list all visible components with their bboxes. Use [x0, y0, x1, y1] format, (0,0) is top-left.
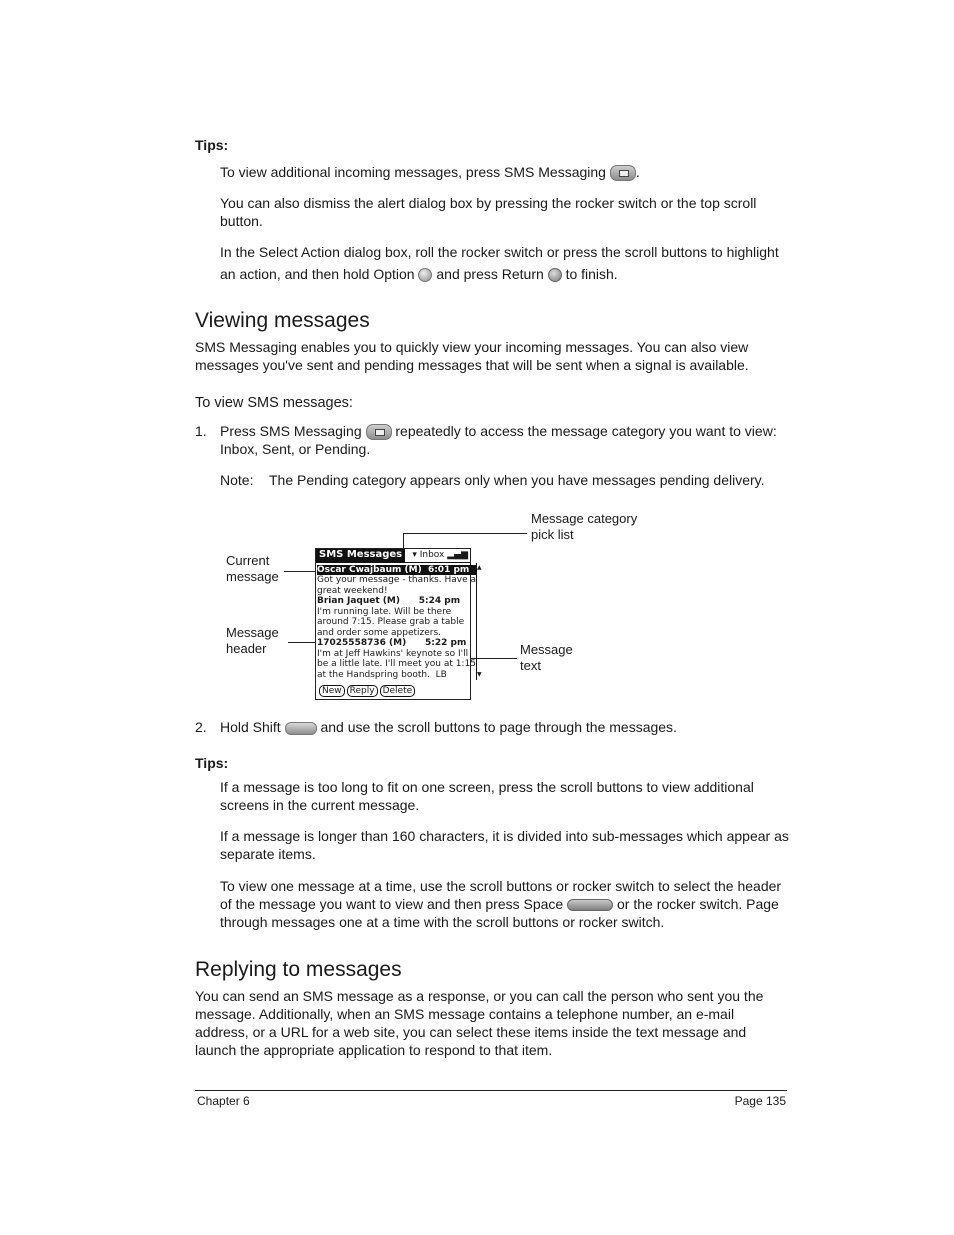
screen-button-bar [319, 685, 417, 697]
tip-paragraph: You can also dismiss the alert dialog box by pressing the rocker switch or the top scroll button. [220, 195, 757, 229]
section-heading: Viewing messages [195, 309, 370, 332]
option-button-icon [418, 268, 432, 282]
shift-button-icon [285, 722, 317, 735]
scroll-down-icon[interactable]: ▼ [476, 670, 482, 678]
scroll-up-icon[interactable]: ▲ [476, 563, 482, 571]
section-body: You can send an SMS message as a response, or you can call the person who sent you the message. Additionally, when an SMS message contains a telephone number, an e-mail address, or a URL for a web site, you can select these items inside the text message and launch the appropriate application to respond to that item. [195, 988, 764, 1058]
tip-text: or the rocker switch. Page [617, 896, 779, 912]
delete-button[interactable]: Delete [380, 685, 416, 697]
tip-text-end: . [635, 164, 640, 180]
callout-message-header: Message header [226, 625, 279, 656]
tips-heading: Tips: [195, 137, 229, 153]
leader-line [284, 571, 318, 572]
procedure-heading: To view SMS messages: [195, 395, 353, 411]
note-label: Note: [220, 472, 254, 488]
footer-chapter: Chapter 6 [197, 1094, 250, 1108]
leader-line [403, 533, 527, 534]
message-text-line: great weekend! [317, 585, 388, 596]
message-list [316, 563, 476, 681]
tip-text: an action, and then hold Option [220, 266, 415, 282]
message-header[interactable]: 17025558736 (M) 5:22 pm [317, 638, 467, 648]
message-text-line: at the Handspring booth. LB [317, 669, 447, 680]
message-text-line: I'm at Jeff Hawkins' keynote so I'll [317, 648, 469, 659]
tip-paragraph: If a message is too long to fit on one screen, press the scroll buttons to view additional screens in the current message. [220, 779, 754, 813]
reply-button[interactable]: Reply [347, 685, 378, 697]
step-text [220, 718, 790, 736]
step-text-part: Press SMS Messaging [220, 423, 362, 439]
tip-paragraph [220, 163, 790, 181]
tip-text-line: through messages one at a time with the scroll buttons or rocker switch. [220, 914, 665, 930]
section-heading: Replying to messages [195, 958, 402, 981]
tip-text-line: In the Select Action dialog box, roll the rocker switch or press the scroll buttons to highlight [220, 244, 779, 260]
new-button[interactable]: New [319, 685, 345, 697]
step-number: 1. [195, 423, 207, 439]
category-pick-list[interactable]: ▾ Inbox [412, 550, 445, 560]
note-text: The Pending category appears only when you have messages pending delivery. [269, 472, 765, 488]
footer-rule [195, 1090, 787, 1091]
leader-line [288, 642, 318, 643]
tip-paragraph [220, 877, 820, 931]
tip-text: and press Return [436, 266, 544, 282]
device-screen [315, 548, 482, 700]
message-header[interactable]: Oscar Cwajbaum (M) 6:01 pm [317, 565, 476, 576]
tip-text-line: To view one message at a time, use the scroll buttons or rocker switch to select the header [220, 878, 782, 894]
scrollbar[interactable] [476, 563, 482, 681]
step-text-part: repeatedly to access the message category you want to view: [395, 423, 777, 439]
step-text-part: Hold Shift [220, 719, 281, 735]
sms-messaging-button-icon [610, 165, 636, 181]
step-text-part: Inbox, Sent, or Pending. [220, 441, 371, 458]
tip-text: To view additional incoming messages, press SMS Messaging [220, 164, 606, 180]
step-text-part: and use the scroll buttons to page through the messages. [320, 719, 677, 735]
message-text-line: be a little late. I'll meet you at 1:15 [317, 659, 476, 669]
callout-category-pick-list: Message category pick list [531, 511, 638, 542]
tip-text: to finish. [565, 266, 618, 282]
message-text-line: I'm running late. Will be there [317, 606, 452, 617]
section-intro: SMS Messaging enables you to quickly view your incoming messages. You can also view messages you've sent and pending messages that will be sent when a signal is available. [195, 339, 749, 373]
tip-text: of the message you want to view and then press Space [220, 896, 564, 912]
message-text-line: around 7:15. Please grab a table [317, 617, 465, 627]
message-header[interactable]: Brian Jaquet (M) 5:24 pm [317, 596, 461, 606]
callout-message-text: Message text [520, 642, 573, 673]
return-button-icon [548, 268, 562, 282]
tips-heading: Tips: [195, 755, 229, 771]
sms-messaging-button-icon [366, 424, 392, 440]
space-button-icon [567, 899, 613, 911]
step-text [220, 422, 790, 458]
step-number: 2. [195, 719, 207, 735]
signal-icon: ▂▄▆ [447, 550, 468, 560]
screen-title: SMS Messages [316, 549, 405, 562]
tip-paragraph [220, 243, 820, 283]
footer-page-number: Page 135 [734, 1094, 786, 1108]
callout-current-message: Current message [226, 553, 279, 584]
message-text-line: Got your message - thanks. Have a [317, 575, 476, 585]
message-text-line: and order some appetizers. [317, 627, 442, 638]
tip-paragraph: If a message is longer than 160 characters, it is divided into sub-messages which appear as separate items. [220, 828, 789, 862]
